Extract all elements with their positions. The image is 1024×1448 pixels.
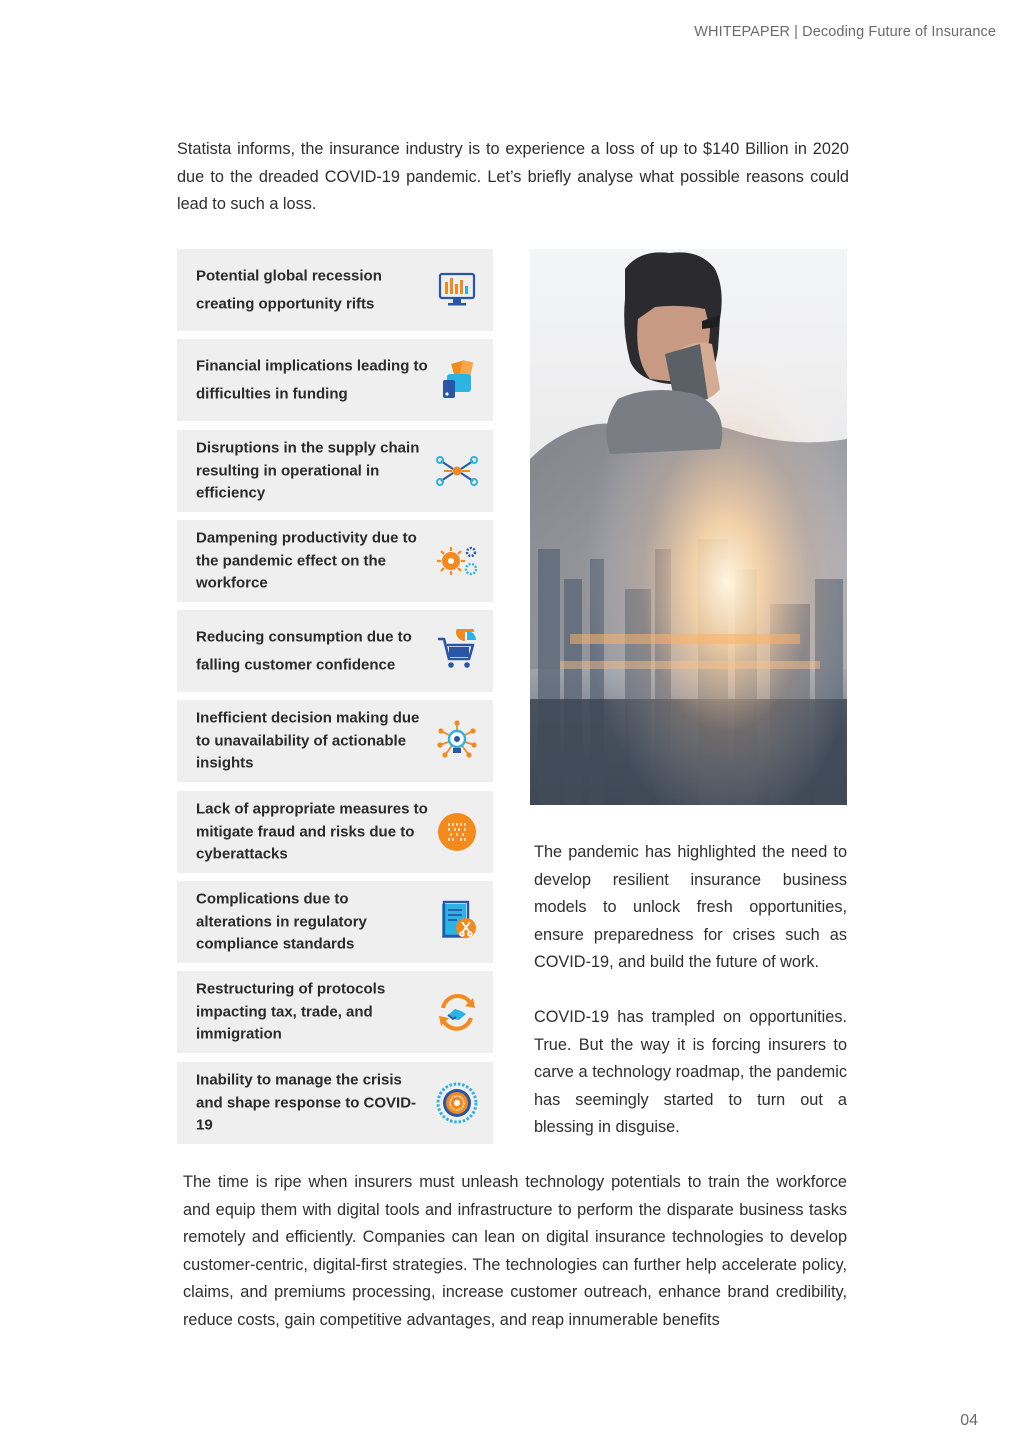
reason-text: Financial implications leading to difficulties in funding — [196, 357, 428, 402]
network-nodes-icon — [435, 449, 479, 493]
reason-card — [177, 249, 493, 331]
handshake-cycle-icon — [435, 990, 479, 1034]
reason-text: Lack of appropriate measures to mitigate fraud and risks due to cyberattacks — [196, 800, 428, 863]
reason-text: Inability to manage the crisis and shape response to COVID-19 — [196, 1071, 417, 1134]
reason-card — [177, 430, 493, 512]
reason-text: Complications due to alterations in regulatory compliance standards — [196, 890, 367, 953]
reason-text: Inefficient decision making due to unavailability of actionable insights — [196, 709, 420, 772]
reason-text: Reducing consumption due to falling customer confidence — [196, 628, 412, 673]
reason-text: Potential global recession creating opportunity rifts — [196, 267, 382, 312]
monitor-chart-icon — [435, 268, 479, 312]
reason-card — [177, 971, 493, 1053]
document-scissors-icon — [435, 900, 479, 944]
businessman-city-photo — [530, 249, 847, 805]
mandala-icon — [435, 1081, 479, 1125]
reason-text: Disruptions in the supply chain resulting in operational in efficiency — [196, 439, 420, 502]
lightbulb-network-icon — [435, 719, 479, 763]
virus-gears-icon — [435, 539, 479, 583]
reason-card — [177, 520, 493, 602]
reason-card — [177, 610, 493, 692]
reason-text: Dampening productivity due to the pandemic effect on the workforce — [196, 529, 417, 592]
intro-paragraph: Statista informs, the insurance industry is to experience a loss of up to $140 Billion in 2020 due to the dreaded COVID-19 pandemic. Let’s briefly analyse what possible reasons could lead to such a loss. — [177, 140, 849, 213]
reason-card — [177, 881, 493, 963]
binary-circle-icon — [435, 810, 479, 854]
reason-text: Restructuring of protocols impacting tax, trade, and immigration — [196, 980, 386, 1043]
reason-card — [177, 339, 493, 421]
closing-paragraph: The time is ripe when insurers must unleash technology potentials to train the workforce and equip them with digital tools and infrastructure to perform the disparate business tasks remotely and efficiently. Companies can lean on digital insurance technologies to develop customer-centric, digital-first strategies. The technologies can further help accelerate policy, claims, and premiums processing, increase customer outreach, enhance brand credibility, reduce costs, gain competitive advantages, and reap innumerable benefits — [183, 1173, 847, 1329]
page-header: WHITEPAPER | Decoding Future of Insurance — [694, 24, 996, 40]
side-paragraph-1: The pandemic has highlighted the need to develop resilient insurance business models to unlock fresh opportunities, ensure preparedness for crises such as COVID-19, and build the future of work. — [534, 843, 847, 971]
reason-card — [177, 1062, 493, 1144]
shopping-cart-pie-icon — [435, 629, 479, 673]
side-paragraph-2: COVID-19 has trampled on opportunities. True. But the way it is forcing insurers to carve a technology roadmap, the pandemic has seemingly started to turn out a blessing in disguise. — [534, 1008, 847, 1136]
reason-card — [177, 700, 493, 782]
wallet-cash-icon — [435, 358, 479, 402]
page-number: 04 — [960, 1412, 978, 1429]
reason-card — [177, 791, 493, 873]
